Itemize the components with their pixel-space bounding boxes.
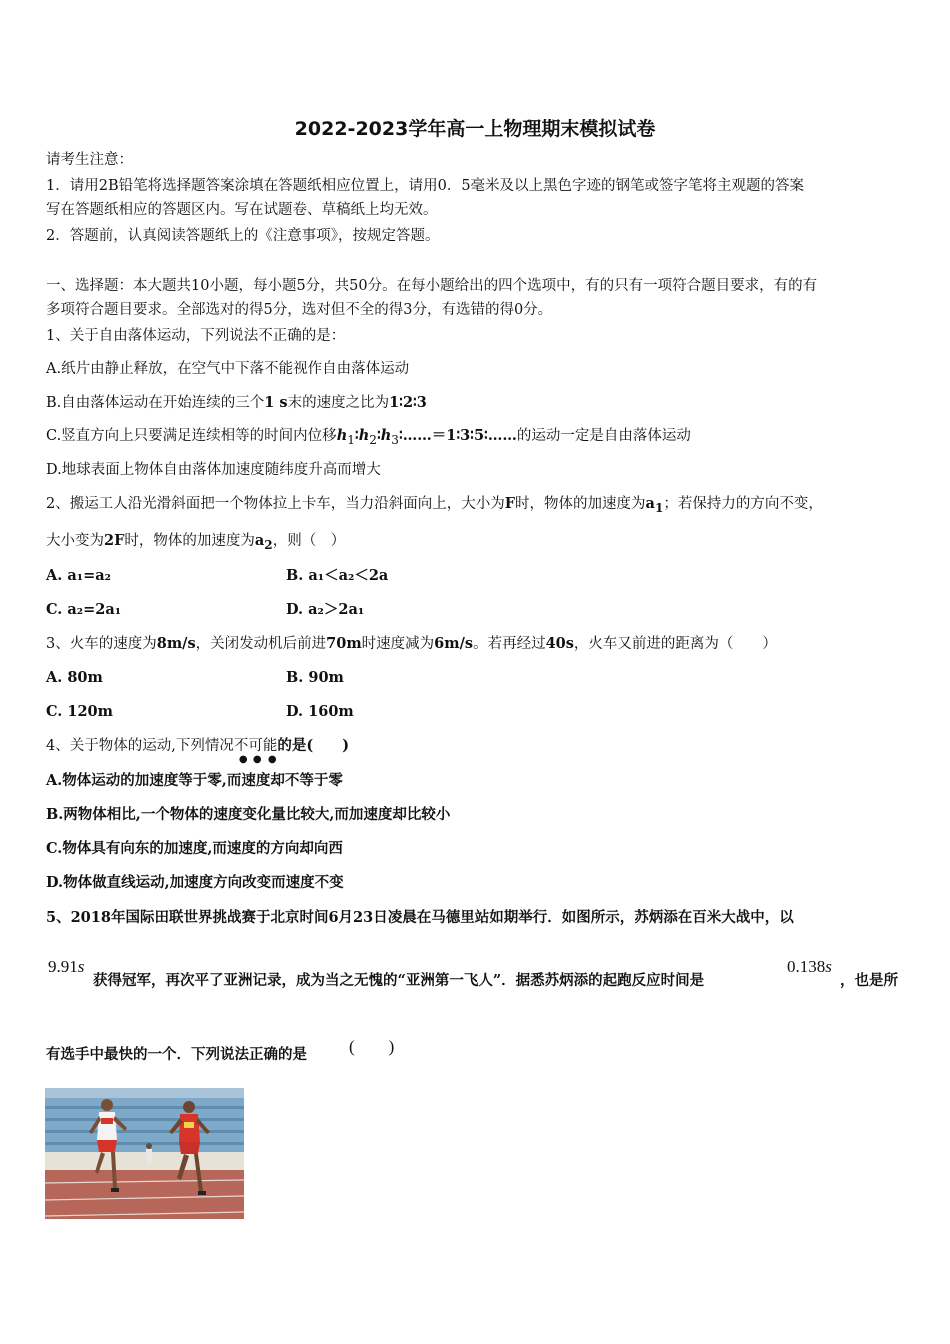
q3-options-row-2 <box>46 702 354 722</box>
q2-stem-1: 2、搬运工人沿光滑斜面把一个物体拉上卡车，当力沿斜面向上，大小为F时，物体的加速度为$a_1$；若保持力的方向不变， <box>46 495 823 515</box>
q1-option-b: B.自由落体运动在开始连续的三个1 s末的速度之比为1∶2∶3 <box>46 394 427 411</box>
stadium-stand <box>45 1088 244 1158</box>
q4-option-a: A.物体运动的加速度等于零,而速度却不等于零 <box>46 772 343 789</box>
q3-option-d: D. 160m <box>286 703 354 720</box>
q3-options-row-1 <box>46 668 344 688</box>
emphasis-dot: ● <box>238 754 248 765</box>
sprint-race-photo <box>45 1088 244 1219</box>
q3-stem: 3、火车的速度为8m/s，关闭发动机后前进70m时速度减为6m/s。若再经过40s，火车又前进的距离为（ ） <box>46 635 777 652</box>
emphasis-dot: ● <box>252 754 262 765</box>
q3-option-b: B. 90m <box>286 669 344 686</box>
trackside-wall <box>45 1152 244 1170</box>
q4-option-d: D.物体做直线运动,加速度方向改变而速度不变 <box>46 874 344 891</box>
q5-reaction-time: 0.138s <box>787 957 832 976</box>
notice-line-1b: 写在答题纸相应的答题区内。写在试题卷、草稿纸上均无效。 <box>46 202 438 218</box>
q5-stem-3: 有选手中最快的一个．下列说法正确的是 <box>46 1046 307 1063</box>
q2-stem-2: 大小变为2F时，物体的加速度为$a_2$，则（ ） <box>46 532 346 552</box>
q4-option-b: B.两物体相比,一个物体的速度变化量比较大,而加速度却比较小 <box>46 806 451 823</box>
notice-line-1: 1．请用2B铅笔将选择题答案涂填在答题纸相应位置上，请用0．5毫米及以上黑色字迹的钢笔或签字笔将主观题的答案 <box>46 178 805 194</box>
q5-stem-1: 5、2018年国际田联世界挑战赛于北京时间6月23日凌晨在马德里站如期举行．如图所示，苏炳添在百米大战中，以 <box>46 909 794 926</box>
q4-stem: 4、关于物体的运动,下列情况不可能 ● ● ● 的是( ) <box>46 737 350 765</box>
notice-heading: 请考生注意： <box>46 152 133 168</box>
q2-options-row-1 <box>46 566 389 586</box>
q1-option-a: A.纸片由静止释放，在空气中下落不能视作自由落体运动 <box>46 361 410 377</box>
q2-option-b: B. a₁＜a₂＜2a <box>286 567 389 584</box>
emphasis-dot: ● <box>267 754 277 765</box>
q5-stem-2-tail: ，也是所 <box>840 972 898 989</box>
running-track <box>45 1170 244 1219</box>
q5-time-winner: 9.91s <box>48 957 85 976</box>
q4-emphasis: 不可能 ● ● ● <box>233 738 278 765</box>
notice-line-2: 2．答题前，认真阅读答题纸上的《注意事项》，按规定答题。 <box>46 228 440 244</box>
sprint-photo-illustration <box>45 1088 244 1219</box>
q2-option-c: C. a₂=2a₁ <box>46 601 122 618</box>
q1-option-d: D.地球表面上物体自由落体加速度随纬度升高而增大 <box>46 462 381 478</box>
q3-option-a: A. 80m <box>46 669 103 686</box>
q2-options-row-2 <box>46 600 365 620</box>
q3-option-c: C. 120m <box>46 703 113 720</box>
official <box>146 1143 152 1163</box>
stand-top <box>45 1088 244 1098</box>
q1-stem: 1、关于自由落体运动，下列说法不正确的是： <box>46 328 346 344</box>
q1-option-c: C.竖直方向上只要满足连续相等的时间内位移$h_1∶h_2∶h_3∶\dots\dots=1∶3∶5∶\dots\dots$的运动一定是自由落体运动 <box>46 427 691 447</box>
exam-title: 2022-2023学年高一上物理期末模拟试卷 <box>294 118 656 140</box>
q2-option-d: D. a₂＞2a₁ <box>286 601 365 618</box>
q5-stem-2: 获得冠军，再次平了亚洲记录，成为当之无愧的“亚洲第一飞人”．据悉苏炳添的起跑反应时间是 <box>93 972 705 989</box>
section-instruction-1: 一、选择题：本大题共10小题，每小题5分，共50分。在每小题给出的四个选项中，有的只有一项符合题目要求，有的有 <box>46 278 818 294</box>
q4-option-c: C.物体具有向东的加速度,而速度的方向却向西 <box>46 840 343 857</box>
section-instruction-2: 多项符合题目要求。全部选对的得5分，选对但不全的得3分，有选错的得0分。 <box>46 302 553 318</box>
q2-option-a: A. a₁=a₂ <box>46 567 111 584</box>
q5-answer-paren: ( ) <box>349 1037 395 1056</box>
